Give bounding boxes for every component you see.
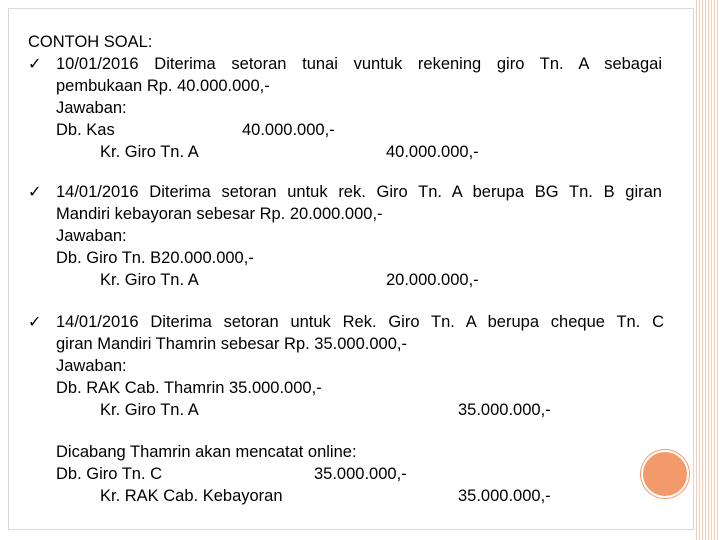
item2-line2: Mandiri kebayoran sebesar Rp. 20.000.000,-	[56, 205, 383, 223]
item2-debit-line: Db. Giro Tn. B20.000.000,-	[56, 249, 254, 267]
item3-note-credit-account: Kr. RAK Cab. Kebayoran	[100, 487, 283, 505]
item3-credit-amount: 35.000.000,-	[458, 401, 551, 419]
item1-line1: 10/01/2016 Diterima setoran tunai vuntuk rekening giro Tn. A sebagai	[56, 55, 662, 73]
check-mark-icon: ✓	[28, 54, 42, 73]
item1-line2: pembukaan Rp. 40.000.000,-	[56, 77, 270, 95]
item3-line2: giran Mandiri Thamrin sebesar Rp. 35.000.000,-	[56, 335, 407, 353]
item1-debit-amount: 40.000.000,-	[242, 121, 335, 139]
decorative-circle	[641, 450, 689, 498]
item1-answer-label: Jawaban:	[56, 99, 127, 117]
item2-credit-amount: 20.000.000,-	[386, 271, 479, 289]
item2-credit-account: Kr. Giro Tn. A	[100, 271, 199, 289]
item3-credit-account: Kr. Giro Tn. A	[100, 401, 199, 419]
item3-answer-label: Jawaban:	[56, 357, 127, 375]
item3-note-credit-amount: 35.000.000,-	[458, 487, 551, 505]
item3-note-debit-amount: 35.000.000,-	[314, 465, 407, 483]
item3-line1: 14/01/2016 Diterima setoran untuk Rek. Giro Tn. A berupa cheque Tn. C	[56, 313, 664, 331]
item1-debit-account: Db. Kas	[56, 121, 115, 139]
heading: CONTOH SOAL:	[28, 33, 153, 51]
decorative-stripes	[694, 0, 720, 540]
item1-credit-amount: 40.000.000,-	[386, 143, 479, 161]
item3-debit-line: Db. RAK Cab. Thamrin 35.000.000,-	[56, 379, 322, 397]
item3-note: Dicabang Thamrin akan mencatat online:	[56, 443, 357, 461]
item1-credit-account: Kr. Giro Tn. A	[100, 143, 199, 161]
item2-line1: 14/01/2016 Diterima setoran untuk rek. Giro Tn. A berupa BG Tn. B giran	[56, 183, 662, 201]
item2-answer-label: Jawaban:	[56, 227, 127, 245]
check-mark-icon: ✓	[28, 182, 42, 201]
check-mark-icon: ✓	[28, 312, 42, 331]
item3-note-debit-account: Db. Giro Tn. C	[56, 465, 163, 483]
